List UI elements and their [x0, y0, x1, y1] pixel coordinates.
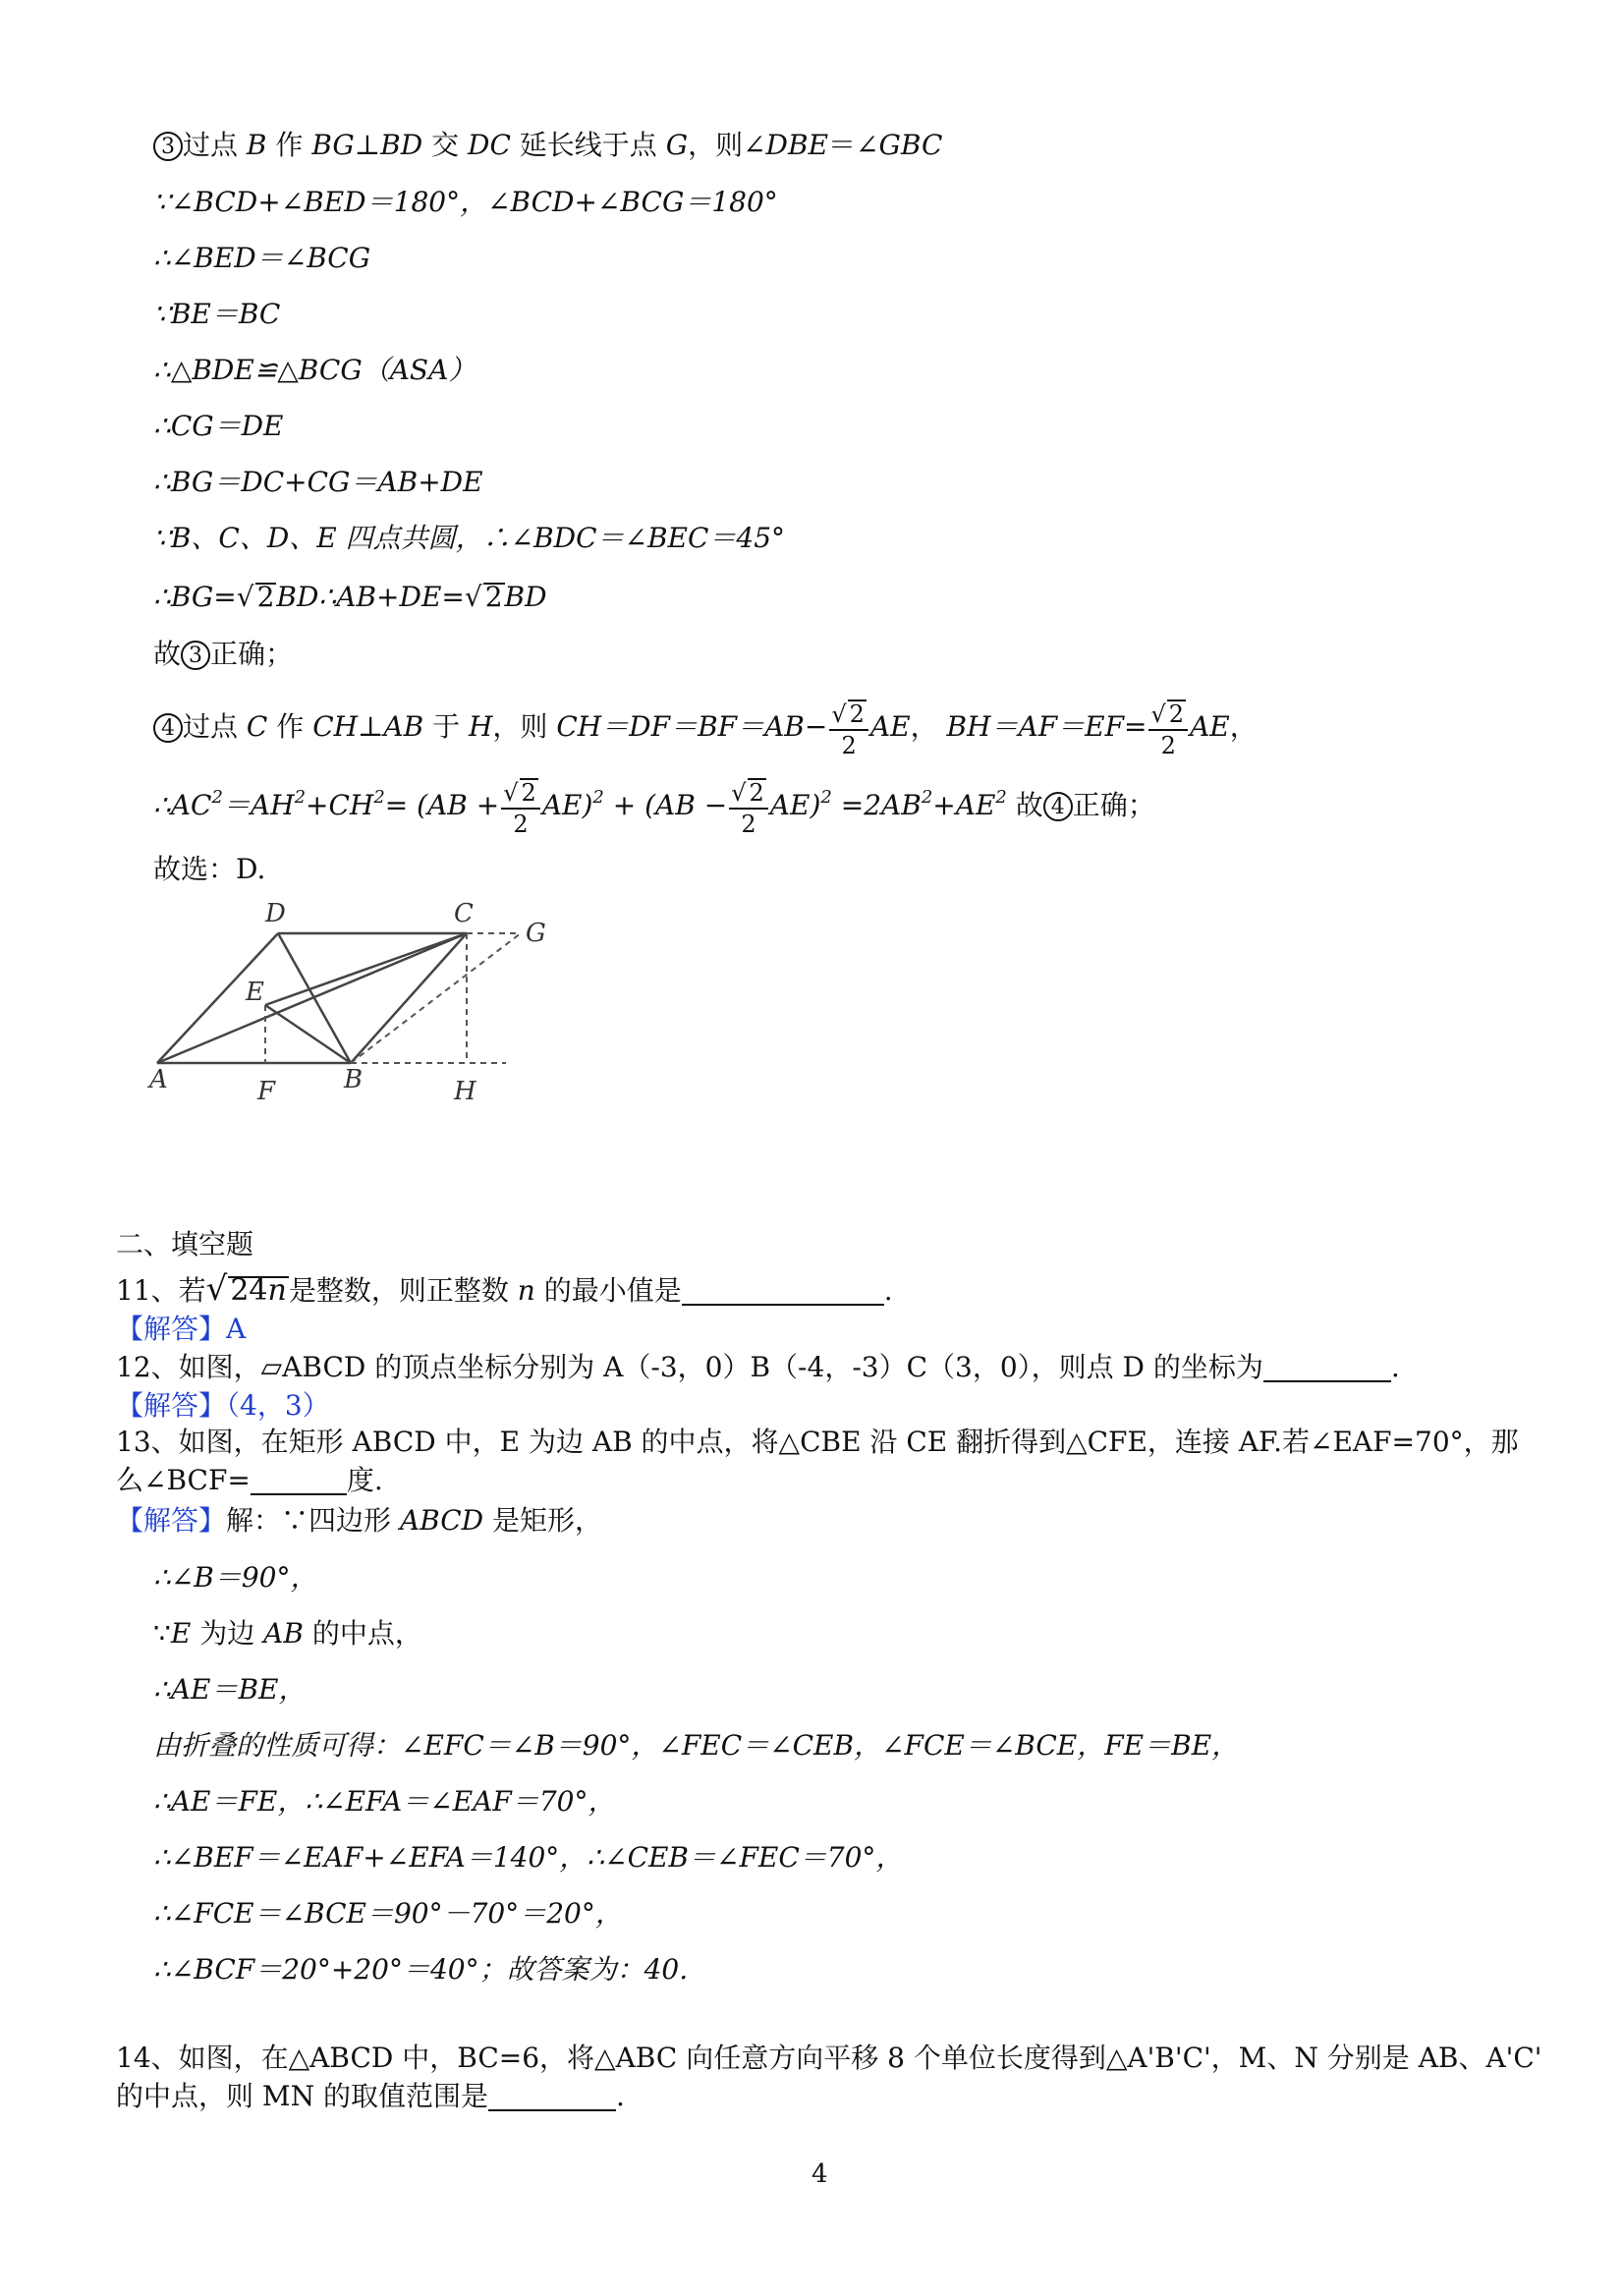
label-E: E — [246, 978, 264, 1007]
fraction: $\frac{√ 2}{2}$ — [729, 778, 768, 836]
answer-blank — [488, 2080, 616, 2111]
solution-13-step3: ∴AE＝BE， — [153, 1673, 307, 1706]
question-13-line2: 么∠BCF= 度. — [116, 1464, 383, 1496]
step3-line2: ∵∠BCD+∠BED＝180°，∠BCD+∠BCG＝180° — [153, 186, 778, 218]
label-F: F — [257, 1077, 276, 1106]
question-14-line2: 的中点，则 MN 的取值范围是 . — [116, 2080, 625, 2112]
step4-line2: $\therefore AC^2=AH^2+CH^2= (AB$ + $\frac{√ 2}{2}$ AE)$^2$ + (AB − $\frac{√ 2}{2}$ $AE)^2 =2AB^2+AE^2$ 故 4 正确； — [153, 779, 1155, 838]
step3-line7: ∴BG＝DC+CG＝AB+DE — [153, 466, 483, 498]
solution-13-step1: ∴∠B＝90°， — [153, 1561, 318, 1594]
segment-EB — [265, 1005, 351, 1063]
answer-13: 【解答】解：∵四边形 ABCD 是矩形， — [116, 1504, 603, 1537]
circled-3: 3 — [181, 641, 210, 670]
geometry-figure — [138, 889, 570, 1115]
fraction: $\frac{√ 2}{2}$ — [1148, 700, 1188, 757]
step3-line1: 3 过点 B 作 BG⊥BD 交 DC 延长线于点 G，则∠DBE＝∠GBC — [153, 126, 942, 165]
circled-4: 4 — [153, 713, 183, 743]
solution-13-step6: ∴∠BEF＝∠EAF+∠EFA＝140°，∴∠CEB＝∠FEC＝70°， — [153, 1841, 904, 1874]
label-A: A — [149, 1065, 168, 1094]
step3-conclusion: 故 3 正确； — [153, 638, 294, 670]
segment-EC — [265, 933, 467, 1005]
label-H: H — [454, 1077, 476, 1106]
solution-13-step2: ∵E 为边 AB 的中点， — [153, 1617, 422, 1650]
section-title: 二、填空题 — [116, 1228, 254, 1260]
question-12: 12、如图，▱ABCD 的顶点坐标分别为 A（-3，0）B（-4，-3）C（3，0），则点 D 的坐标为 . — [116, 1351, 1400, 1383]
segment-AC — [157, 933, 467, 1063]
question-11: 11、若√ 24n是整数，则正整数 n 的最小值是 . — [116, 1269, 893, 1309]
label-B: B — [344, 1065, 364, 1094]
solution-13-step5: ∴AE＝FE，∴∠EFA＝∠EAF＝70°， — [153, 1785, 616, 1818]
circled-3: 3 — [153, 132, 183, 161]
answer-blank — [682, 1274, 884, 1306]
solution-13-step8: ∴∠BCF＝20°+20°＝40°；故答案为：40. — [153, 1953, 689, 1986]
step3-line6: ∴CG＝DE — [153, 410, 284, 442]
step3-line4: ∵BE＝BC — [153, 298, 281, 330]
label-D: D — [265, 899, 286, 928]
answer-blank — [251, 1464, 347, 1495]
answer-11: 【解答】A — [116, 1313, 247, 1345]
question-13-line1: 13、如图，在矩形 ABCD 中，E 为边 AB 的中点，将△CBE 沿 CE 翻折得到△CFE，连接 AF.若∠EAF=70°，那 — [116, 1426, 1519, 1458]
fraction: $\frac{√ 2}{2}$ — [501, 778, 540, 836]
step3-line5: ∴△BDE≌△BCG（ASA） — [153, 354, 476, 386]
segment-DB — [278, 933, 351, 1063]
step3-line9: ∴BG=√ 2BD∴AB+DE=√ 2BD — [153, 581, 547, 613]
label-C: C — [454, 899, 474, 928]
answer-choice: 故选：D. — [153, 853, 266, 885]
circled-4: 4 — [1043, 792, 1073, 821]
solution-13-step7: ∴∠FCE＝∠BCE＝90°－70°＝20°， — [153, 1897, 623, 1930]
step4-line1: 4 过点 C 作 CH⊥AB 于 H，则 CH＝DF＝BF＝AB− $\frac{√ 2}{2}$ AE， BH＝AF＝EF= $\frac{√ 2}{2}$ AE， — [153, 700, 1258, 757]
question-14-line1: 14、如图，在△ABCD 中，BC=6，将△ABC 向任意方向平移 8 个单位长度得到△A'B'C'，M、N 分别是 AB、A'C' — [116, 2042, 1542, 2074]
segment-BG — [351, 933, 521, 1063]
page-number: 4 — [812, 2159, 828, 2189]
fraction: $\frac{√ 2}{2}$ — [829, 700, 868, 757]
step3-line8: ∵B、C、D、E 四点共圆，∴∠BDC＝∠BEC＝45° — [153, 522, 786, 554]
solution-13-step4: 由折叠的性质可得：∠EFC＝∠B＝90°，∠FEC＝∠CEB，∠FCE＝∠BCE，FE＝BE， — [153, 1729, 1240, 1762]
answer-blank — [1263, 1351, 1391, 1382]
answer-12: 【解答】（4，3） — [116, 1389, 330, 1422]
label-G: G — [526, 919, 546, 948]
step3-line3: ∴∠BED＝∠BCG — [153, 242, 371, 274]
